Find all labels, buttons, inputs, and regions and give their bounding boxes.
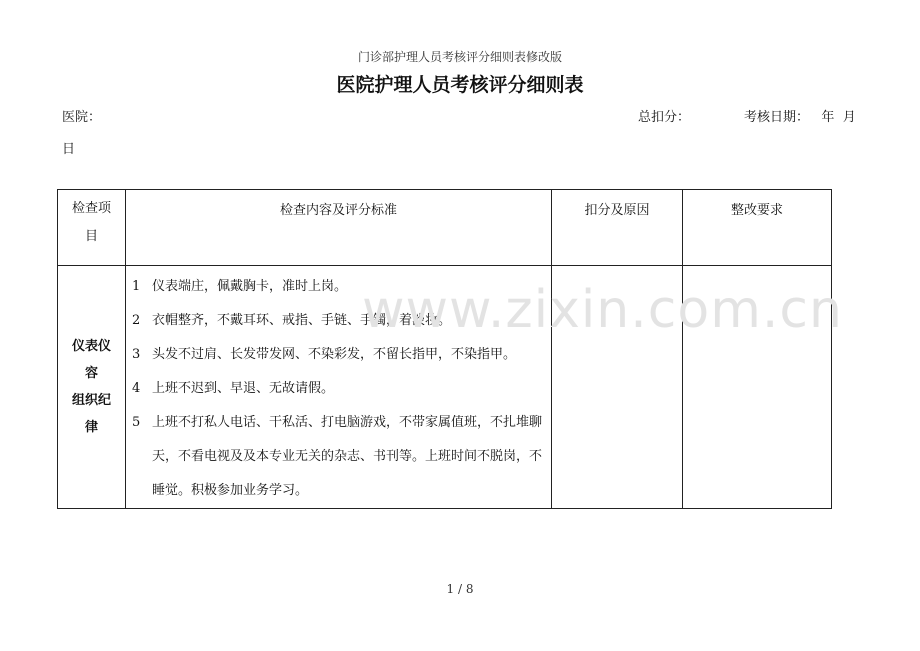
category-cell [58, 266, 126, 509]
criteria-number: 3 [132, 347, 141, 362]
criteria-number: 1 [132, 279, 141, 294]
running-header: 门诊部护理人员考核评分细则表修改版 [357, 50, 562, 64]
header-deduction: 扣分及原因 [552, 190, 683, 266]
criteria-item [132, 338, 545, 372]
header-check-item [58, 190, 126, 266]
criteria-text: 头发不过肩、长发带发网、不染彩发，不留长指甲，不染指甲。 [152, 347, 517, 362]
table-row [58, 266, 832, 509]
category-line: 组织纪 [71, 393, 111, 408]
category-line: 律 [84, 420, 98, 435]
month-label: 月 [842, 110, 856, 125]
criteria-item [132, 406, 545, 508]
page-number: 1 / 8 [446, 582, 474, 596]
day-label: 日 [62, 142, 76, 157]
total-deduction-label: 总扣分： [638, 110, 691, 125]
hospital-label: 医院： [62, 110, 102, 125]
assessment-table [57, 189, 832, 509]
header-content: 检查内容及评分标准 [126, 190, 552, 266]
criteria-item [132, 372, 545, 406]
date-label: 考核日期： [744, 110, 810, 125]
assessment-date [744, 106, 856, 125]
criteria-cell [126, 266, 552, 509]
year-label: 年 [821, 110, 835, 125]
criteria-text: 上班不打私人电话、干私活、打电脑游戏，不带家属值班，不扎堆聊天，不看电视及及本专业无关的杂志、书刊等。上班时间不脱岗，不睡觉。积极参加业务学习。 [152, 415, 543, 498]
criteria-number: 2 [132, 313, 141, 328]
info-line [62, 106, 862, 126]
criteria-text: 衣帽整齐，不戴耳环、戒指、手链、手镯，着淡妆。 [152, 313, 452, 328]
table-header-row [58, 190, 832, 266]
criteria-text: 仪表端庄，佩戴胸卡，准时上岗。 [152, 279, 348, 294]
criteria-item [132, 270, 545, 304]
criteria-number: 4 [132, 381, 141, 396]
header-check-item-line2: 目 [84, 229, 98, 244]
criteria-text: 上班不迟到、早退、无故请假。 [152, 381, 335, 396]
category-line: 容 [84, 366, 98, 381]
watermark: www.zixin.com.cn [362, 280, 843, 340]
header-check-item-line1: 检查项 [71, 201, 111, 216]
document-title: 医院护理人员考核评分细则表 [336, 74, 584, 96]
category-line: 仪表仪 [71, 339, 111, 354]
criteria-item [132, 304, 545, 338]
criteria-number: 5 [132, 415, 141, 430]
deduction-cell[interactable] [552, 266, 683, 509]
header-rectification: 整改要求 [683, 190, 832, 266]
rectification-cell[interactable] [683, 266, 832, 509]
